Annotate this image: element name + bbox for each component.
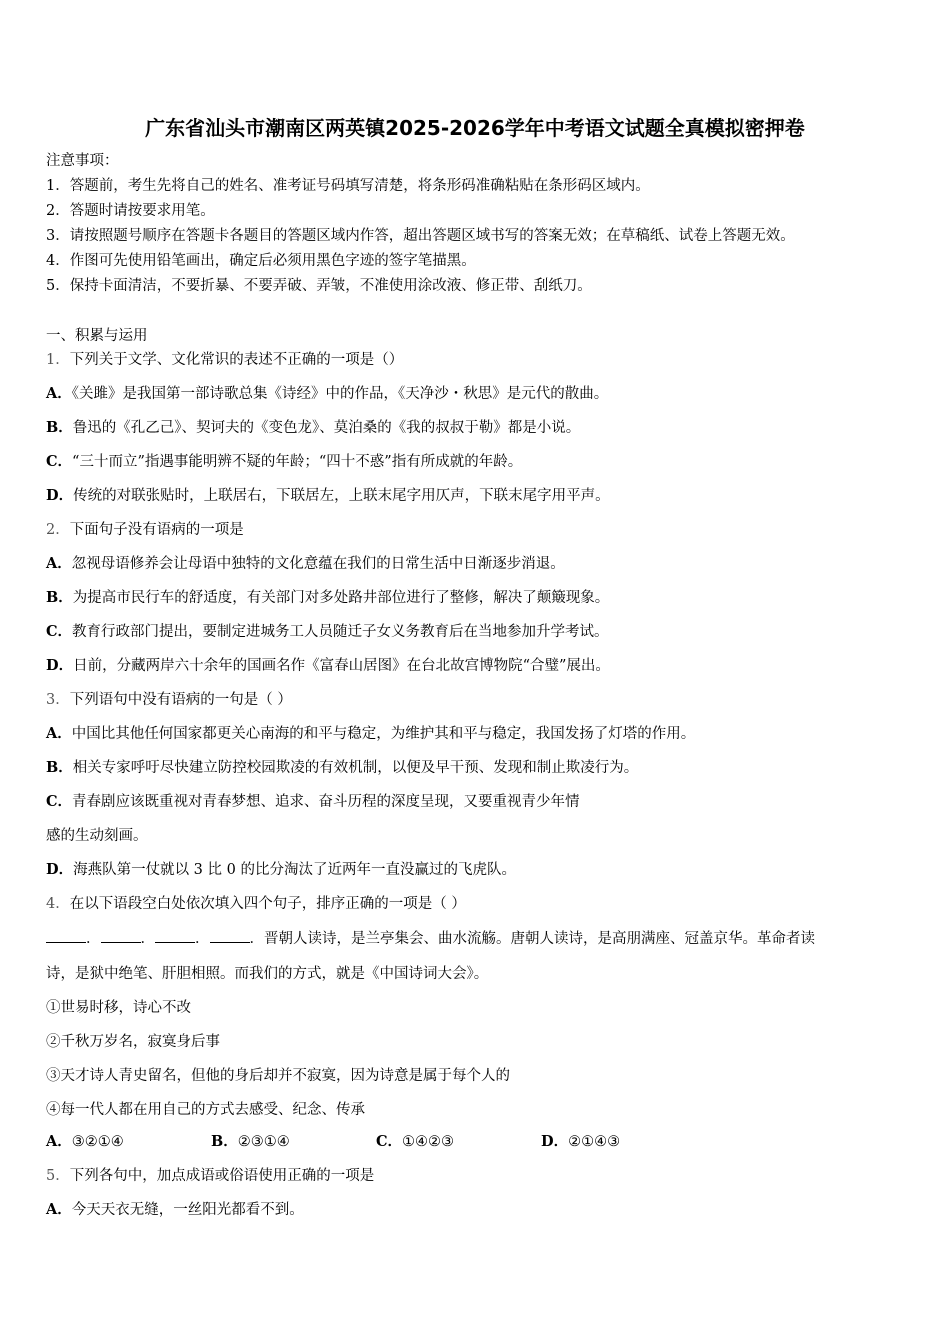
option-label: A． [46,555,72,572]
question-stem: 下列关于文学、文化常识的表述不正确的一项是（） [69,352,404,368]
option-text: 今天天衣无缝，一丝阳光都看不到。 [71,1202,304,1218]
option-label: B． [46,589,73,606]
option-text: 传统的对联张贴时，上联居右，下联居左，上联末尾字用仄声，下联末尾字用平声。 [73,488,610,504]
option-row [46,1200,304,1220]
question-number: 4． [46,896,70,912]
option-row [46,622,609,642]
choice-text: ①④②③ [402,1134,455,1150]
notice-item: 2．答题时请按要求用笔。 [46,203,215,219]
notice-item: 1．答题前，考生先将自己的姓名、准考证号码填写清楚，将条形码准确粘贴在条形码区域内。 [46,178,650,194]
option-text: 鲁迅的《孔乙己》、契诃夫的《变色龙》、莫泊桑的《我的叔叔于勒》都是小说。 [72,420,581,436]
option-row [46,792,580,812]
option-text: 忽视母语修养会让母语中独特的文化意蕴在我们的日常生活中日渐逐步消退。 [71,556,565,572]
option-label: C． [46,453,73,470]
question-2 [46,520,244,540]
passage-text: 晋朝人读诗，是兰亭集会、曲水流觞。唐朝人读诗，是高朋满座、冠盖京华。革命者读 [264,931,815,947]
fill-blank [46,928,86,943]
notice-item: 4．作图可先使用铅笔画出，确定后必须用黑色字迹的签字笔描黑。 [46,253,476,269]
fill-blank [210,928,250,943]
question-number: 3． [46,692,70,708]
fill-blank [101,928,141,943]
option-label: A． [46,1201,72,1218]
question-4 [46,894,466,914]
option-row [46,418,580,438]
choice-row [46,1132,706,1152]
sentence-item: ④每一代人都在用自己的方式去感受、纪念、传承 [46,1102,365,1118]
notice-heading: 注意事项： [46,153,119,169]
question-stem: 在以下语段空白处依次填入四个句子，排序正确的一项是（ ） [69,896,466,912]
choice-text: ③②①④ [71,1134,124,1150]
option-label: B． [46,759,73,776]
option-text: 《关雎》是我国第一部诗歌总集《诗经》中的作品，《天净沙・秋思》是元代的散曲。 [71,386,609,402]
option-row [46,384,608,404]
question-number: 5． [46,1168,70,1184]
option-row [46,656,610,676]
option-text: 教育行政部门提出，要制定进城务工人员随迁子女义务教育后在当地参加升学考试。 [72,624,609,640]
question-5 [46,1166,374,1186]
page-title: 广东省汕头市潮南区两英镇2025-2026学年中考语文试题全真模拟密押卷 [145,116,805,140]
option-label: C． [46,793,73,810]
question-number: 1． [46,352,70,368]
question-1 [46,350,403,370]
passage-line: 诗，是狱中绝笔、肝胆相照。而我们的方式，就是《中国诗词大会》。 [46,966,489,982]
option-row [46,860,516,880]
choice-label: D． [541,1133,569,1150]
question-stem: 下列语句中没有语病的一句是（ ） [69,692,292,708]
question-number: 2． [46,522,70,538]
option-text: 感的生动刻画。 [46,828,148,844]
notice-item: 3．请按照题号顺序在答题卡各题目的答题区域内作答，超出答题区域书写的答案无效；在草稿纸、试卷上答题无效。 [46,228,795,244]
notice-item: 5．保持卡面清洁，不要折暴、不要弄破、弄皱，不准使用涂改液、修正带、刮纸刀。 [46,278,592,294]
choice-item [211,1132,376,1152]
sentence-item: ②千秋万岁名，寂寞身后事 [46,1034,220,1050]
passage-line: ． ． ． ．晋朝人读诗，是兰亭集会、曲水流觞。唐朝人读诗，是高朋满座、冠盖京华。革命者读 [46,928,815,949]
option-row-continued [46,826,148,846]
choice-label: A． [46,1133,72,1150]
option-label: C． [46,623,73,640]
option-text: 中国比其他任何国家都更关心南海的和平与稳定，为维护其和平与稳定，我国发扬了灯塔的作用。 [71,726,696,742]
sentence-item: ①世易时移，诗心不改 [46,1000,191,1016]
choice-item [541,1132,706,1152]
choice-label: B． [211,1133,238,1150]
option-label: A． [46,725,72,742]
choice-text: ②①④③ [568,1134,621,1150]
fill-blank [155,928,195,943]
choice-label: C． [376,1133,403,1150]
option-text: 青春剧应该既重视对青春梦想、追求、奋斗历程的深度呈现，又要重视青少年情 [72,794,580,810]
section-heading: 一、积累与运用 [46,328,148,344]
option-text: 日前，分藏两岸六十余年的国画名作《富春山居图》在台北故宫博物院“合璧”展出。 [73,658,610,674]
choice-item [376,1132,541,1152]
option-text: 海燕队第一仗就以 3 比 0 的比分淘汰了近两年一直没赢过的飞虎队。 [73,862,516,878]
option-label: A． [46,385,72,402]
option-label: D． [46,861,74,878]
option-label: D． [46,657,74,674]
option-row [46,554,565,574]
option-text: 相关专家呼吁尽快建立防控校园欺凌的有效机制，以便及早干预、发现和制止欺凌行为。 [72,760,639,776]
choice-item [46,1132,211,1152]
question-3 [46,690,292,710]
question-stem: 下面句子没有语病的一项是 [69,522,244,538]
option-text: “三十而立”指遇事能明辨不疑的年龄；“四十不惑”指有所成就的年龄。 [72,454,523,470]
option-row [46,758,638,778]
option-row [46,486,610,506]
option-label: B． [46,419,73,436]
option-row [46,588,609,608]
option-row [46,452,522,472]
question-stem: 下列各句中，加点成语或俗语使用正确的一项是 [69,1168,375,1184]
option-row [46,724,695,744]
option-label: D． [46,487,74,504]
option-text: 为提高市民行车的舒适度，有关部门对多处路井部位进行了整修，解决了颠簸现象。 [72,590,610,606]
choice-text: ②③①④ [237,1134,290,1150]
sentence-item: ③天才诗人青史留名，但他的身后却并不寂寞，因为诗意是属于每个人的 [46,1068,510,1084]
